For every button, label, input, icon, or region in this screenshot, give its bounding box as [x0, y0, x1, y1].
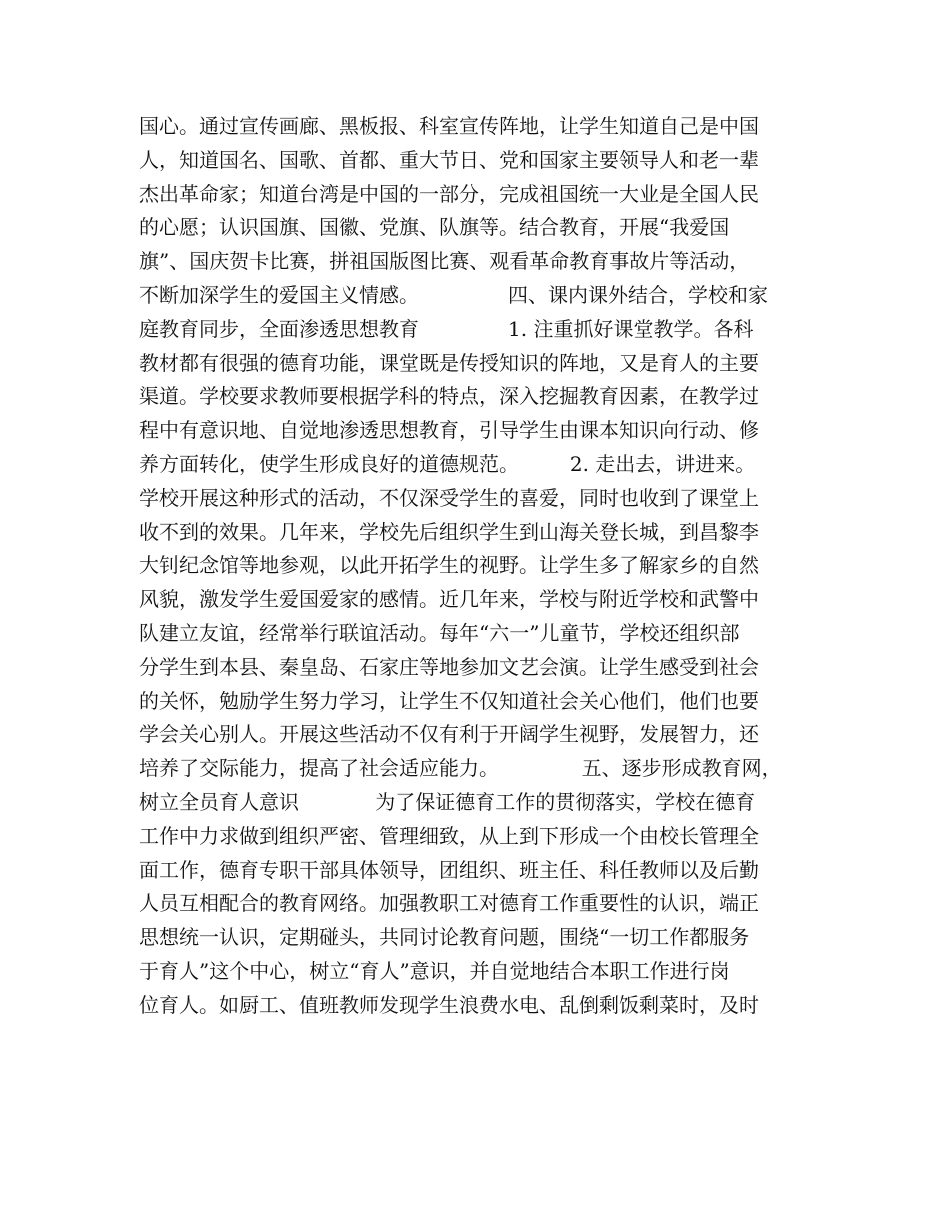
text-line: 渠道。学校要求教师要根据学科的特点，深入挖掘教育因素，在教学过 — [139, 384, 759, 409]
text-line: 学校开展这种形式的活动，不仅深受学生的喜爱，同时也收到了课堂上 — [139, 485, 759, 510]
text-line: 人，知道国名、国歌、首都、重大节日、党和国家主要领导人和老一辈 — [139, 147, 759, 172]
text-line: 人员互相配合的教育网络。加强教职工对德育工作重要性的认识，端正 — [139, 891, 759, 916]
text-line: 不断加深学生的爱国主义情感。 四、课内课外结合，学校和家 — [139, 282, 769, 307]
text-line: 国心。通过宣传画廊、黑板报、科室宣传阵地，让学生知道自己是中国 — [139, 114, 759, 138]
text-line: 收不到的效果。几年来，学校先后组织学生到山海关登长城，到昌黎李 — [139, 519, 759, 544]
text-line: 杰出革命家；知道台湾是中国的一部分，完成祖国统一大业是全国人民 — [139, 181, 759, 206]
text-line: 思想统一认识，定期碰头，共同讨论教育问题，围绕“一切工作都服务 — [139, 925, 750, 950]
text-line: 面工作，德育专职干部具体领导，团组织、班主任、科任教师以及后勤 — [139, 857, 759, 882]
text-line: 队建立友谊，经常举行联谊活动。每年“六一”儿童节，学校还组织部 — [139, 620, 740, 645]
text-line: 旗”、国庆贺卡比赛，拼祖国版图比赛、观看革命教育事故片等活动， — [139, 249, 750, 274]
text-line: 位育人。如厨工、值班教师发现学生浪费水电、乱倒剩饭剩菜时，及时 — [139, 992, 759, 1017]
text-line: 学会关心别人。开展这些活动不仅有利于开阔学生视野，发展智力，还 — [139, 722, 759, 747]
text-line: 大钊纪念馆等地参观，以此开拓学生的视野。让学生多了解家乡的自然 — [139, 553, 759, 578]
text-line: 工作中力求做到组织严密、管理细致，从上到下形成一个由校长管理全 — [139, 823, 759, 848]
text-line: 教材都有很强的德育功能，课堂既是传授知识的阵地，又是育人的主要 — [139, 350, 759, 375]
text-line: 于育人”这个中心，树立“育人”意识，并自觉地结合本职工作进行岗 — [139, 958, 730, 983]
text-line: 树立全员育人意识 为了保证德育工作的贯彻落实，学校在德育 — [139, 789, 756, 814]
text-line: 的心愿；认识国旗、国徽、党旗、队旗等。结合教育，开展“我爱国 — [139, 215, 730, 240]
text-line: 培养了交际能力，提高了社会适应能力。 五、逐步形成教育网， — [139, 756, 782, 781]
text-line: 风貌，激发学生爱国爱家的感情。近几年来，学校与附近学校和武警中 — [139, 587, 759, 612]
text-line: 庭教育同步，全面渗透思想教育 1. 注重抓好课堂教学。各科 — [139, 316, 754, 341]
text-line: 分学生到本县、秦皇岛、石家庄等地参加文艺会演。让学生感受到社会 — [139, 654, 759, 679]
text-line: 养方面转化，使学生形成良好的道德规范。 2. 走出去，讲进来。 — [139, 451, 756, 476]
body-text — [139, 110, 829, 1023]
text-line: 程中有意识地、自觉地渗透思想教育，引导学生由课本知识向行动、修 — [139, 418, 759, 443]
text-line: 的关怀，勉励学生努力学习，让学生不仅知道社会关心他们，他们也要 — [139, 688, 759, 713]
